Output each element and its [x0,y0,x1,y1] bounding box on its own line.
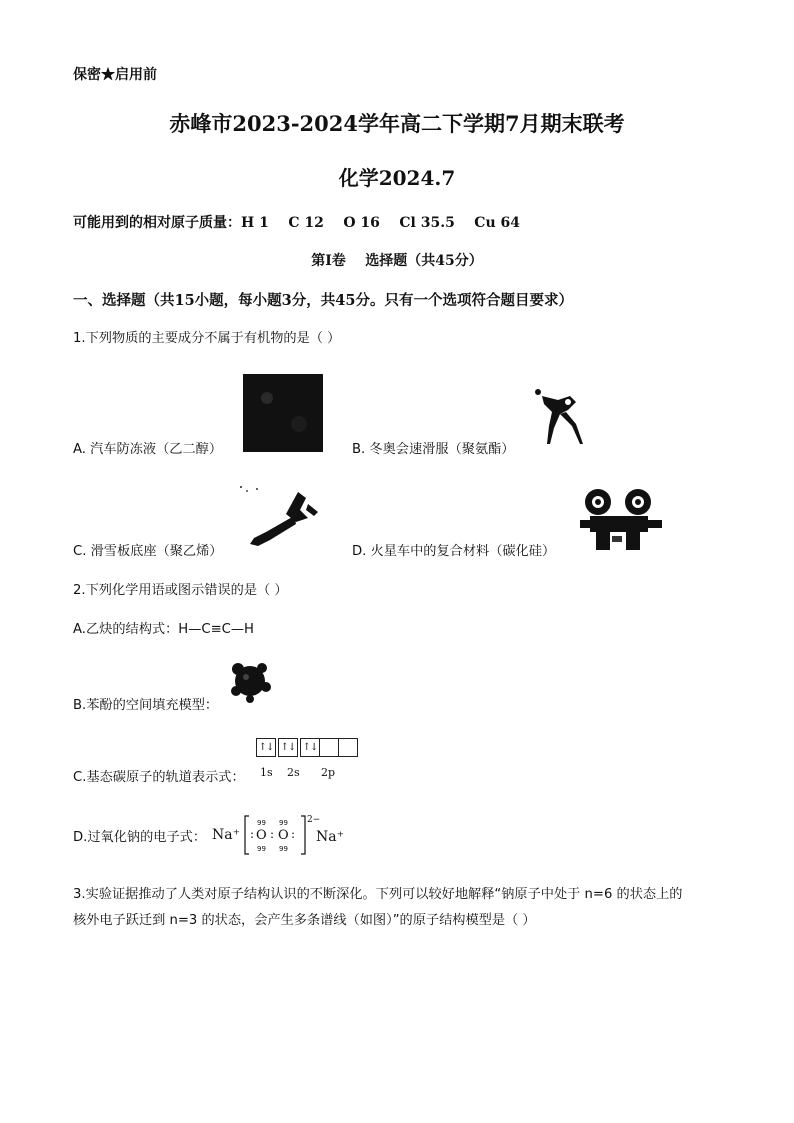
volume-title: 第Ⅰ卷 选择题（共45分） [311,253,483,269]
question-2-option-b: B.苯酚的空间填充模型： [73,698,219,713]
question-2-option-d: D.过氧化钠的电子式： [73,830,207,845]
svg-text:O: O [256,828,267,843]
svg-text::: : [270,827,275,841]
orbital-2s-paired-electrons-icon: ↑↓ [278,738,298,757]
confidential-label: 保密★启用前 [73,67,157,83]
svg-text:99: 99 [279,819,288,827]
antifreeze-photo [243,374,323,452]
speed-skater-icon [530,386,596,446]
orbital-label-2s: 2s [287,766,300,779]
exam-subtitle: 化学2024.7 [338,166,456,190]
orbital-label-1s: 1s [260,766,273,779]
question-3-line-2: 核外电子跃迁到 n=3 的状态，会产生多条谱线（如图）”的原子结构模型是（ ） [73,913,536,928]
orbital-2p-group [300,738,358,757]
mars-rover-icon [576,486,666,556]
question-1-option-d: D. 火星车中的复合材料（碳化硅） [352,544,556,559]
phenol-space-filling-model [228,659,274,703]
orbital-2p-empty-box [319,738,338,757]
carbon-orbital-diagram [256,738,362,757]
question-1-option-c: C. 滑雪板底座（聚乙烯） [73,544,223,559]
svg-text::: : [291,827,296,841]
exam-title: 赤峰市2023-2024学年高二下学期7月期末联考 [169,111,625,136]
sodium-ion-right: Na⁺ [316,829,344,845]
svg-text::: : [250,827,255,841]
sodium-ion-left: Na⁺ [212,827,240,843]
question-2-stem: 2.下列化学用语或图示错误的是（ ） [73,583,288,598]
question-3-line-1: 3.实验证据推动了人类对原子结构认识的不断深化。下列可以较好地解释“钠原子中处于 n=6 的状态上的 [73,887,683,902]
svg-text:O: O [278,828,289,843]
snowboard-icon [236,484,324,554]
question-2-option-c: C.基态碳原子的轨道表示式： [73,770,245,785]
orbital-2p-paired-electrons-icon: ↑↓ [300,738,319,757]
orbital-1s-paired-electrons-icon: ↑↓ [256,738,276,757]
question-1-stem: 1.下列物质的主要成分不属于有机物的是（ ） [73,331,341,346]
svg-text:99: 99 [279,845,288,853]
orbital-2p-empty-box [338,738,358,757]
section-title: 一、选择题（共15小题，每小题3分，共45分。只有一个选项符合题目要求） [73,292,573,309]
question-1-option-b: B. 冬奥会速滑服（聚氨酯） [352,442,515,457]
question-1-option-a: A. 汽车防冻液（乙二醇） [73,442,223,457]
relative-atomic-masses: 可能用到的相对原子质量：H 1 C 12 O 16 Cl 35.5 Cu 64 [73,215,520,231]
sodium-peroxide-electron-formula [212,808,360,858]
svg-text:99: 99 [257,819,266,827]
orbital-label-2p: 2p [321,766,336,779]
peroxide-charge: 2− [307,815,321,825]
svg-text:99: 99 [257,845,266,853]
question-2-option-a: A.乙炔的结构式：H—C≡C—H [73,622,254,637]
